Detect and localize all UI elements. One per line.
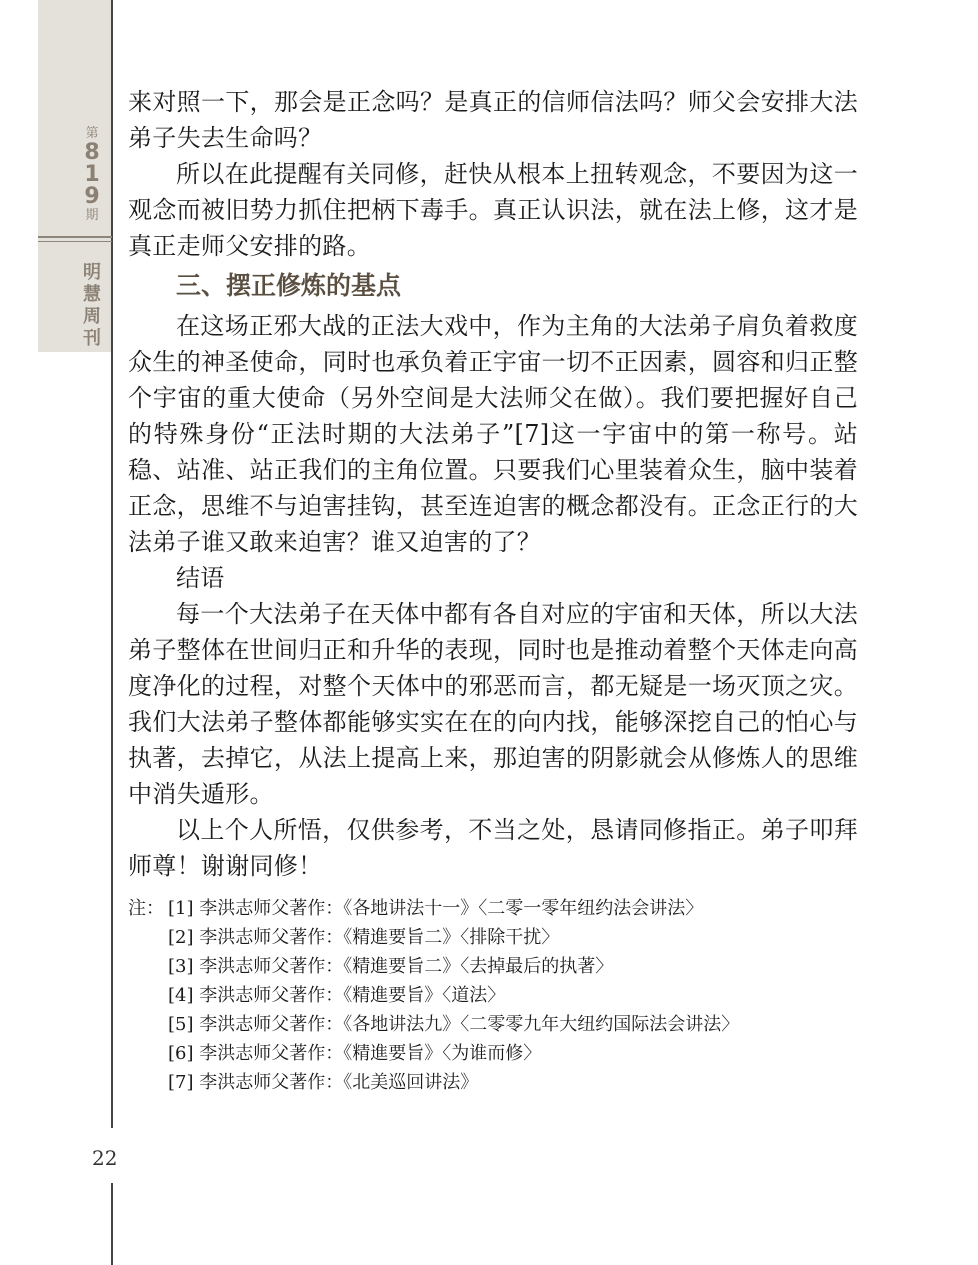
- footnote-lead: 注：: [128, 898, 164, 919]
- footnote-item: [128, 1068, 858, 1097]
- magazine-char: 周: [83, 306, 101, 327]
- paragraph: 来对照一下，那会是正念吗？是真正的信师信法吗？师父会安排大法弟子失去生命吗？: [128, 88, 858, 152]
- footnote-item: [128, 1039, 858, 1068]
- magazine-char: 慧: [83, 284, 101, 305]
- magazine-char: 刊: [83, 328, 101, 349]
- issue-suffix: 期: [85, 208, 99, 223]
- footnote-text: [5] 李洪志师父著作：《各地讲法九》〈二零零九年大纽约国际法会讲法〉: [168, 1014, 740, 1035]
- footnote-item: [128, 952, 858, 981]
- footnote-item: [128, 981, 858, 1010]
- section-heading: 三、摆正修炼的基点: [176, 271, 402, 300]
- footnote-text: [6] 李洪志师父著作：《精進要旨》〈为谁而修〉: [168, 1043, 542, 1064]
- footnotes: [128, 894, 858, 1097]
- sidebar-rule-lower: [111, 1183, 113, 1265]
- magazine-char: 明: [83, 262, 101, 283]
- paragraph: 所以在此提醒有关同修，赶快从根本上扭转观念，不要因为这一观念而被旧势力抓住把柄下毒手。真正认识法，就在法上修，这才是真正走师父安排的路。: [128, 160, 858, 260]
- paragraph: 以上个人所悟，仅供参考，不当之处，恳请同修指正。弟子叩拜师尊！谢谢同修！: [128, 816, 858, 880]
- conclusion-title: 结语: [176, 564, 225, 592]
- footnote-text: [4] 李洪志师父著作：《精進要旨》〈道法〉: [168, 985, 506, 1006]
- page-number: 22: [92, 1146, 118, 1170]
- footnote-text: [1] 李洪志师父著作：《各地讲法十一》〈二零一零年纽约法会讲法〉: [168, 898, 704, 919]
- footnote-item: [128, 1010, 858, 1039]
- sidebar-divider: [38, 241, 112, 242]
- footnote-item: [128, 923, 858, 952]
- footnote-item: [128, 894, 858, 923]
- footnote-text: [3] 李洪志师父著作：《精進要旨二》〈去掉最后的执著〉: [168, 956, 614, 977]
- magazine-name: [72, 262, 112, 350]
- paragraph: 每一个大法弟子在天体中都有各自对应的宇宙和天体，所以大法弟子整体在世间归正和升华的表现，同时也是推动着整个天体走向高度净化的过程，对整个天体中的邪恶而言，都无疑是一场灭顶之灾。我们大法弟子整体都能够实实在在的向内找，能够深挖自己的怕心与执著，去掉它，从法上提高上来，那迫害的阴影就会从修炼人的思维中消失遁形。: [128, 600, 858, 808]
- issue-digit: 8: [84, 140, 100, 165]
- sidebar-divider: [38, 236, 112, 238]
- footnote-text: [2] 李洪志师父著作：《精進要旨二》〈排除干扰〉: [168, 927, 560, 948]
- issue-digit: 1: [84, 162, 100, 187]
- article-body: [128, 84, 858, 1097]
- footnote-text: [7] 李洪志师父著作：《北美巡回讲法》: [168, 1072, 479, 1093]
- issue-number: [72, 126, 112, 224]
- issue-prefix: 第: [85, 126, 99, 141]
- paragraph: 在这场正邪大战的正法大戏中，作为主角的大法弟子肩负着救度众生的神圣使命，同时也承负着正宇宙一切不正因素，圆容和归正整个宇宙的重大使命（另外空间是大法师父在做）。我们要把握好自己的特殊身份“正法时期的大法弟子”[7]这一宇宙中的第一称号。站稳、站准、站正我们的主角位置。只要我们心里装着众生，脑中装着正念，思维不与迫害挂钩，甚至连迫害的概念都没有。正念正行的大法弟子谁又敢来迫害？谁又迫害的了？: [128, 312, 858, 556]
- issue-digit: 9: [84, 184, 100, 209]
